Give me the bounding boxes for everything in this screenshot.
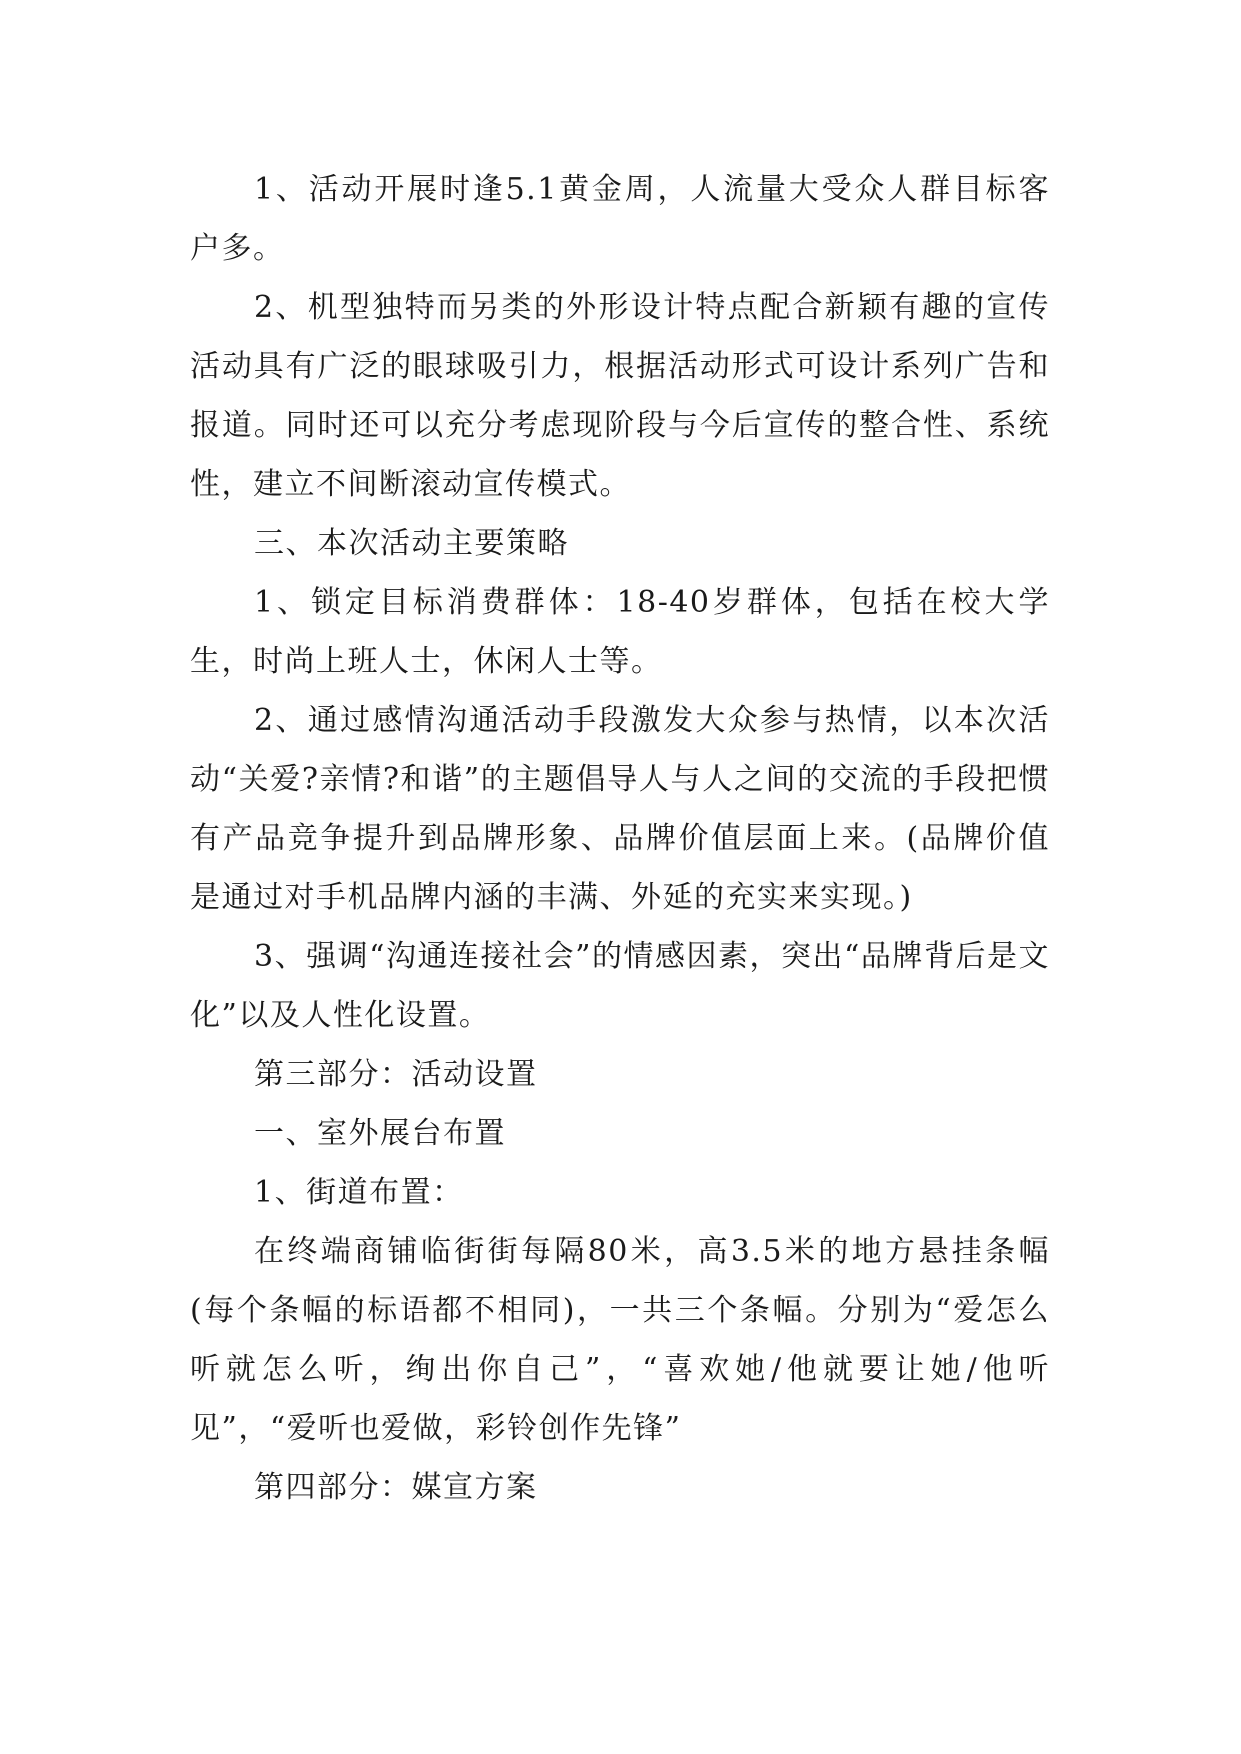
section-heading-outdoor-booth: 一、室外展台布置	[254, 1116, 506, 1151]
paragraph-strategy-2: 2、通过感情沟通活动手段激发大众参与热情，以本次活动“关爱?亲情?和谐”的主题倡导人与人之间的交流的手段把惯有产品竞争提升到品牌形象、品牌价值层面上来。(品牌价值是通过对手机品牌内涵的丰满、外延的充实来实现。)	[190, 703, 1050, 915]
document-body	[190, 160, 1050, 1517]
subheading-street-layout: 1、街道布置：	[254, 1175, 464, 1210]
paragraph-strategy-3: 3、强调“沟通连接社会”的情感因素，突出“品牌背后是文化”以及人性化设置。	[190, 939, 1050, 1033]
paragraph-advantage-1: 1、活动开展时逢5.1黄金周，人流量大受众人群目标客户多。	[190, 172, 1050, 266]
part-heading-media-plan: 第四部分：媒宣方案	[254, 1470, 538, 1505]
paragraph-advantage-2: 2、机型独特而另类的外形设计特点配合新颖有趣的宣传活动具有广泛的眼球吸引力，根据活动形式可设计系列广告和报道。同时还可以充分考虑现阶段与今后宣传的整合性、系统性，建立不间断滚动宣传模式。	[190, 290, 1050, 502]
section-heading-strategy: 三、本次活动主要策略	[254, 526, 569, 561]
paragraph-strategy-1: 1、锁定目标消费群体：18-40岁群体，包括在校大学生，时尚上班人士，休闲人士等。	[190, 585, 1050, 679]
paragraph-banners: 在终端商铺临街街每隔80米，高3.5米的地方悬挂条幅(每个条幅的标语都不相同)，一共三个条幅。分别为“爱怎么听就怎么听，绚出你自己”，“喜欢她/他就要让她/他听见”，“爱听也爱做，彩铃创作先锋”	[190, 1234, 1050, 1446]
part-heading-activity-setup: 第三部分：活动设置	[254, 1057, 538, 1092]
